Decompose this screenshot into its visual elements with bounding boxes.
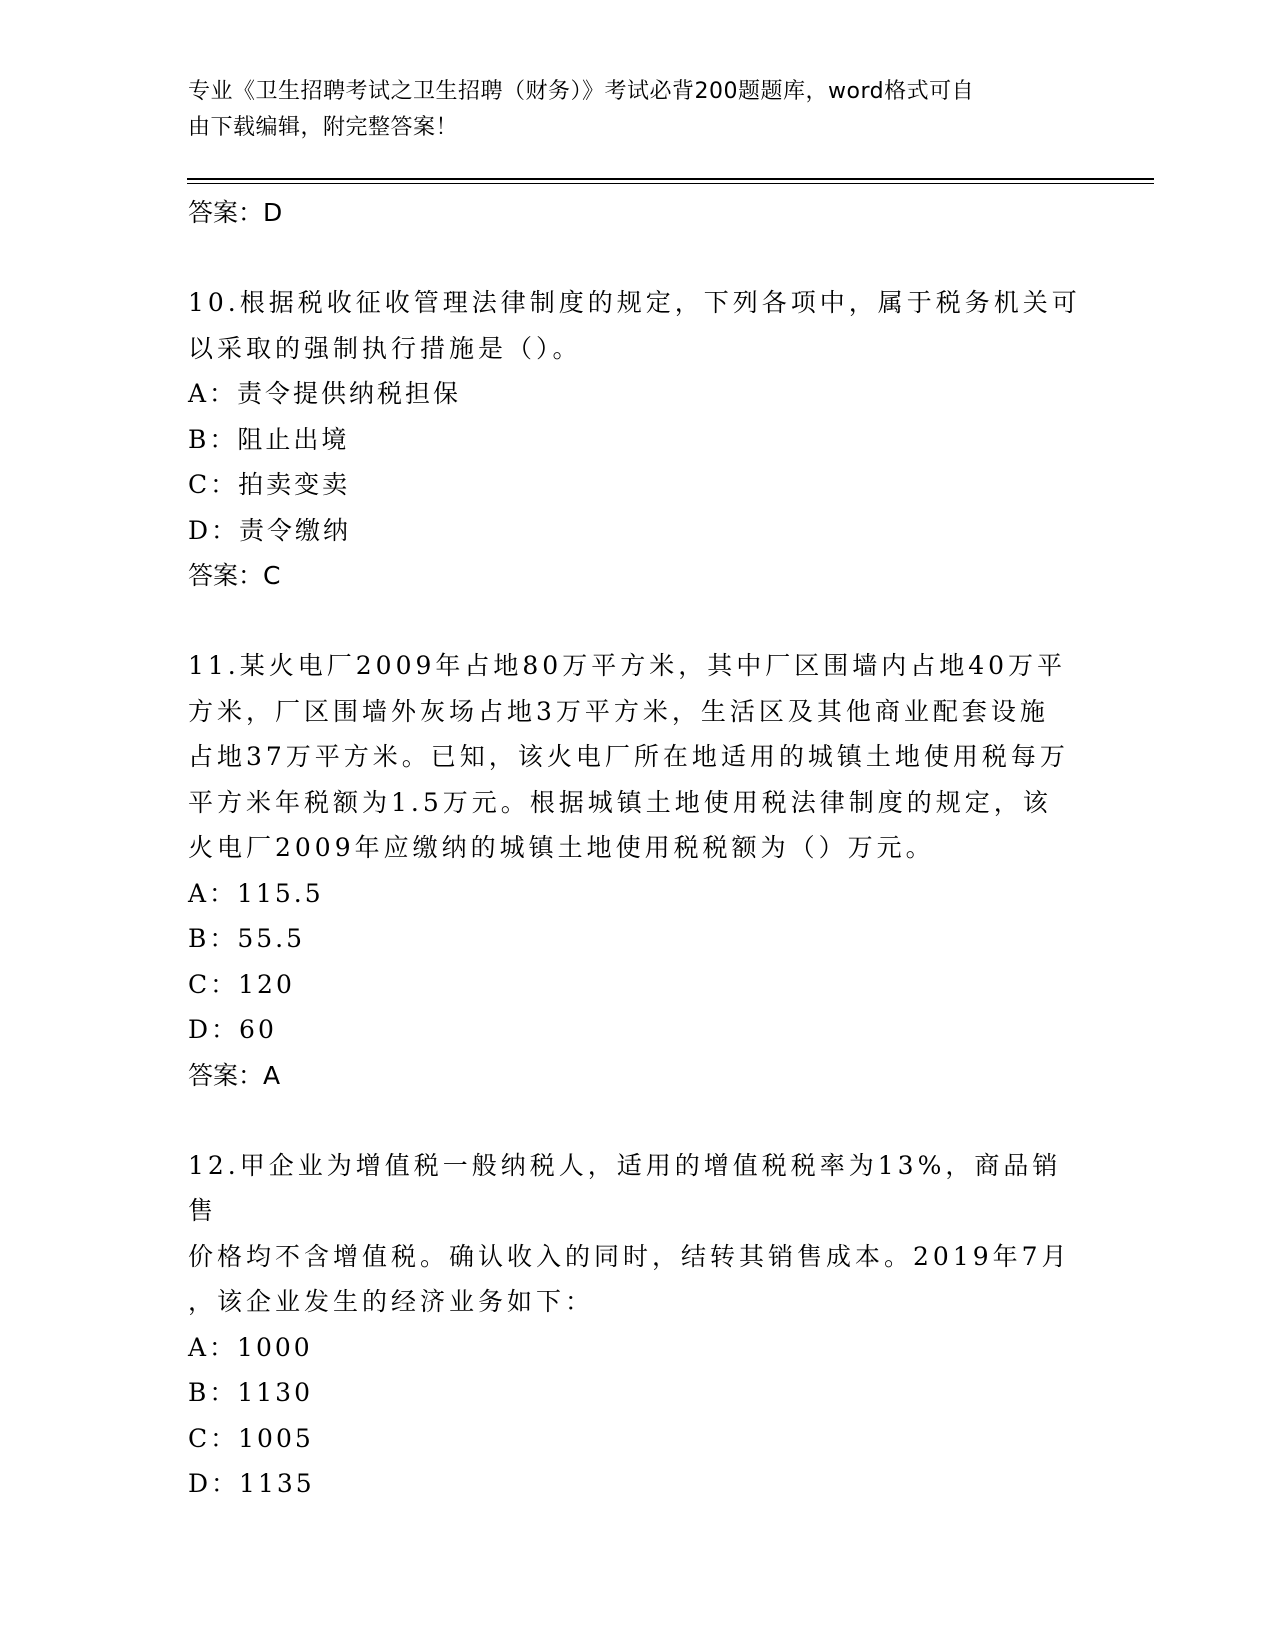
question-text-line: 价格均不含增值税。确认收入的同时，结转其销售成本。2019年7月 (188, 1241, 1071, 1271)
spacer (188, 235, 1088, 280)
question-text-line: 占地37万平方米。已知，该火电厂所在地适用的城镇土地使用税每万 (188, 742, 1069, 771)
header-divider-thin (187, 183, 1154, 184)
question-text-line: 10.根据税收征收管理法律制度的规定，下列各项中，属于税务机关可 (188, 288, 1081, 317)
question-text-line: 方米，厂区围墙外灰场占地3万平方米，生活区及其他商业配套设施 (188, 696, 1049, 726)
option-c: C：拍卖变卖 (188, 470, 351, 499)
option-d: D：60 (188, 1015, 277, 1044)
question-text-line: 12.甲企业为增值税一般纳税人，适用的增值税税率为13%，商品销售 (188, 1150, 1062, 1225)
spacer (188, 1098, 1088, 1143)
answer-10: 答案：C (188, 561, 281, 590)
question-text-line: 11.某火电厂2009年占地80万平方米，其中厂区围墙内占地40万平 (188, 651, 1067, 680)
option-a: A：1000 (188, 1332, 313, 1362)
option-b: B：1130 (188, 1378, 313, 1407)
question-11 (188, 643, 1088, 1098)
question-list (188, 190, 1088, 1507)
option-c: C：120 (188, 969, 295, 999)
document-header (188, 74, 1068, 146)
header-divider-thick (187, 178, 1154, 180)
spacer (188, 598, 1088, 643)
question-text-line: 平方米年税额为1.5万元。根据城镇土地使用税法律制度的规定，该 (188, 787, 1052, 817)
answer-11: 答案：A (188, 1060, 281, 1090)
option-c: C：1005 (188, 1423, 314, 1453)
option-d: D：1135 (188, 1469, 315, 1498)
question-11-text (188, 643, 1088, 871)
option-b: B：55.5 (188, 924, 306, 953)
question-10-text (188, 280, 1088, 371)
header-line-2: 由下载编辑，附完整答案！ (188, 115, 459, 140)
header-line-1: 专业《卫生招聘考试之卫生招聘（财务）》考试必背200题题库，word格式可自 (188, 79, 975, 104)
option-a: A：115.5 (188, 878, 324, 908)
question-12 (188, 1143, 1088, 1507)
question-text-line: ，该企业发生的经济业务如下： (188, 1287, 595, 1316)
question-text-line: 火电厂2009年应缴纳的城镇土地使用税税额为（）万元。 (188, 833, 935, 862)
option-a: A：责令提供纳税担保 (188, 379, 462, 408)
option-b: B：阻止出境 (188, 424, 350, 454)
question-10 (188, 280, 1088, 598)
question-text-line: 以采取的强制执行措施是（）。 (188, 333, 582, 363)
question-12-text (188, 1143, 1088, 1325)
answer-previous: 答案：D (188, 198, 283, 227)
option-d: D：责令缴纳 (188, 515, 352, 545)
